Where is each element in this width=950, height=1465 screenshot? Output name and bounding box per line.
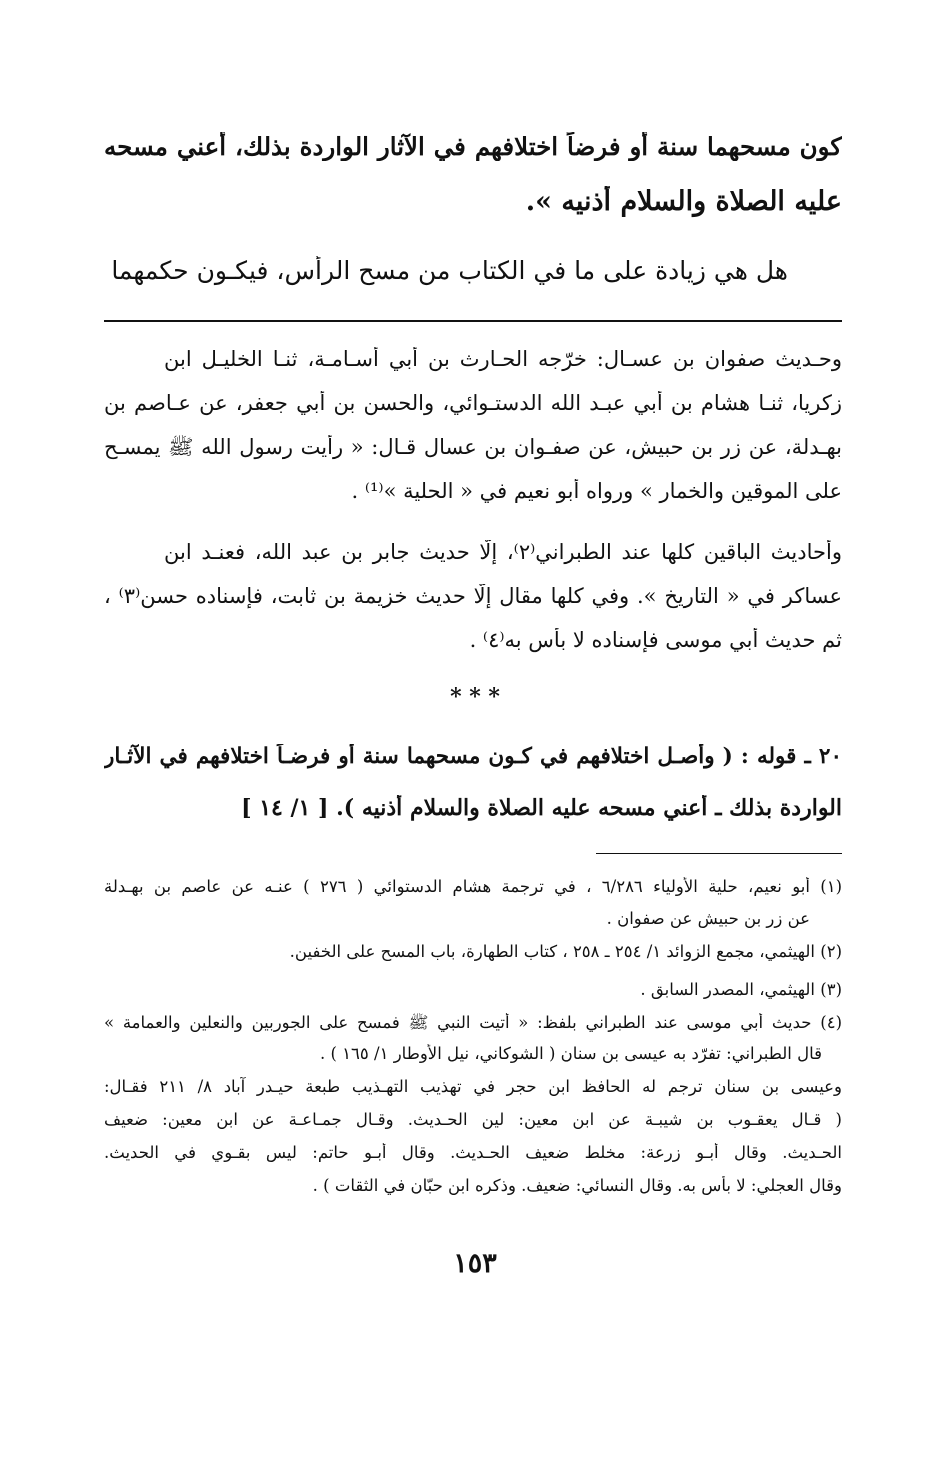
footnote-line: عن زر بن حبيش عن صفوان . [606,909,810,928]
footnote-divider [596,853,842,854]
footnote-line: (٣) الهيثمي، المصدر السابق . [640,980,842,999]
footnote-line: (١) أبو نعيم، حلية الأولياء ٦/٢٨٦ ، في ترجمة هشام الدستوائي ( ٢٧٦ ) عنـه عن عاصم بن بهـدلة [104,877,842,896]
footnote-line: (٤) حديث أبي موسى عند الطبراني بلفظ: « أتيت النبي ﷺ فمسح على الجوربين والنعلين والعمامة » [104,1013,842,1032]
body-text-line: بهـدلة، عن زر بن حبيش، عن صفـوان بن عسال قـال: « رأيت رسول الله ﷺ يمسـح [104,435,842,459]
footnote-line: ( قـال يعقـوب بن شيبـة عن ابن معين: لين الحـديث. وقـال جمـاعـة عن ابن معين: ضعيف [104,1110,842,1129]
body-text-line: على الموقين والخمار » ورواه أبو نعيم في « الحلية »⁽¹⁾ . [351,479,842,503]
footnote-line: قال الطبراني: تفرّد به عيسى بن سنان ( الشوكاني، نيل الأوطار ١/ ١٦٥ ) . [320,1044,822,1063]
footnote-line: (٢) الهيثمي، مجمع الزوائد ١/ ٢٥٤ ـ ٢٥٨ ، كتاب الطهارة، باب المسح على الخفين. [289,942,842,961]
section-stars: * * * [450,684,500,710]
section-divider [104,320,842,322]
footnote-line: وقال العجلي: لا بأس به. وقال النسائي: ضعيف. وذكره ابن حبّان في الثقات ) . [312,1176,842,1195]
top-text-line: عليه الصلاة والسلام أذنيه ». [525,186,842,217]
top-text-line: كون مسحهما سنة أو فرضاً اختلافهم في الآثار الواردة بذلك، أعني مسحه [104,132,842,161]
body-text-line: زكريا، ثنـا هشام بن أبي عبـد الله الدستـوائي، والحسن بن أبي جعفر، عن عـاصم بن [104,391,842,415]
page-number: ١٥٣ [453,1248,497,1279]
footnote-line: وعيسى بن سنان ترجم له الحافظ ابن حجر في تهذيب التهـذيب طبعة حيـدر آباد ٨/ ٢١١ فقـال: [104,1077,842,1096]
item-heading-line: الواردة بذلك ـ أعني مسحه عليه الصلاة والسلام أذنيه ). [ ١/ ١٤ ] [241,795,842,821]
item-heading-line: ٢٠ ـ قوله : ( وأصـل اختلافهم في كـون مسحهما سنة أو فرضـاً اختلافهم في الآثـار [104,744,842,769]
footnote-line: الحـديث. وقال أبـو زرعة: مخلط ضعيف الحـديث. وقال أبـو حاتم: ليس بقـوي في الحديث. [104,1143,842,1162]
body-text-line: وأحاديث الباقين كلها عند الطبراني⁽٢⁾، إلّا حديث جابر بن عبد الله، فعنـد ابن [164,540,842,564]
top-text-line: هل هي زيادة على ما في الكتاب من مسح الرأس، فيكـون حكمهما [111,256,788,285]
body-text-line: عساكر في « التاريخ ». وفي كلها مقال إلّا حديث خزيمة بن ثابت، فإسناده حسن⁽٣⁾ ، [104,584,842,608]
body-text-line: وحـديث صفوان بن عسـال: خرّجه الحـارث بن أبي أسـامـة، ثنـا الخليـل ابن [164,347,842,371]
body-text-line: ثم حديث أبي موسى فإسناده لا بأس به⁽٤⁾ . [469,628,842,652]
